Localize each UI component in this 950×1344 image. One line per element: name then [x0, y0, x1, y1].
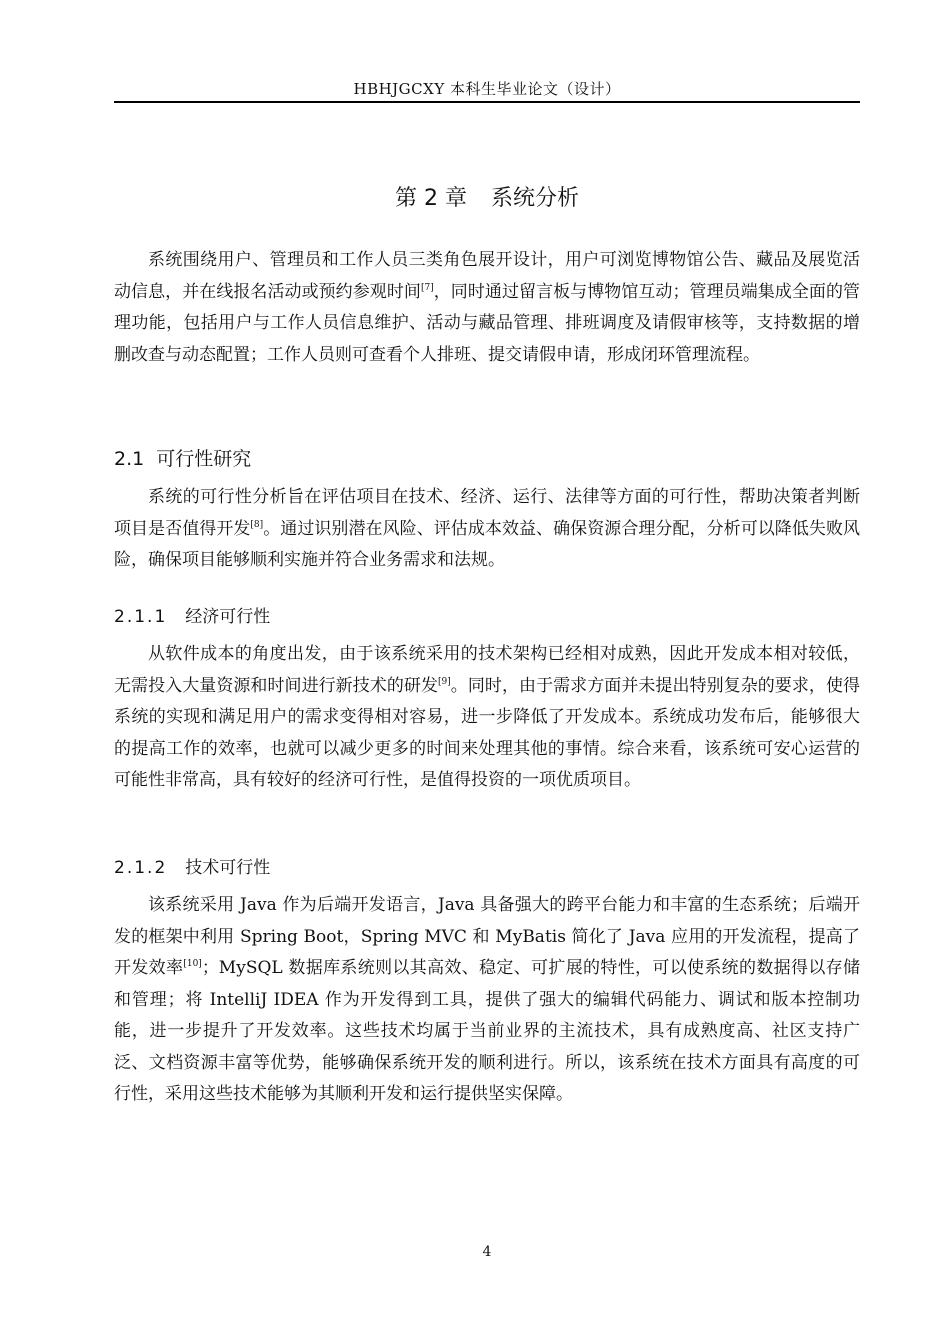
- section-2-1-2-paragraph: [114, 890, 860, 1111]
- section-2-1-1-paragraph: [114, 639, 860, 797]
- subsection-number: 2.1.1: [114, 607, 168, 627]
- section-2-1-paragraph: [114, 482, 860, 577]
- citation: [7]: [420, 282, 434, 293]
- citation: [8]: [250, 519, 264, 530]
- section-2-1-1-text-b: 。同时，由于需求方面并未提出特别复杂的要求，使得系统的实现和满足用户的需求变得相对容易，进一步降低了开发成本。系统成功发布后，能够很大的提高工作的效率，也就可以减少更多的时间来处理其他的事情。综合来看，该系统可安心运营的可能性非常高，具有较好的经济可行性，是值得投资的一项优质项目。: [114, 675, 861, 790]
- citation: [10]: [183, 959, 202, 969]
- intro-text-a: 系统围绕用户、管理员和工作人员三类角色展开设计，用户可浏览博物馆公告、藏品及展览活动信息，并在线报名活动或预约参观时间: [114, 250, 860, 302]
- chapter-name: 系统分析: [490, 186, 579, 211]
- chapter-number: 第 2 章: [395, 186, 467, 211]
- page-number: 4: [482, 1244, 492, 1260]
- header-rule: [114, 101, 860, 103]
- intro-text-b: ，同时通过留言板与博物馆互动；管理员端集成全面的管理功能，包括用户与工作人员信息维护、活动与藏品管理、排班调度及请假审核等，支持数据的增删改查与动态配置；工作人员则可查看个人排班、提交请假申请，形成闭环管理流程。: [114, 281, 861, 365]
- section-2-1-2-text-b: ；MySQL 数据库系统则以其高效、稳定、可扩展的特性，可以使系统的数据得以存储和管理；将 IntelliJ IDEA 作为开发得到工具，提供了强大的编辑代码能力、调试和版本控制功能，进一步提升了开发效率。这些技术均属于当前业界的主流技术，具有成熟度高、社区支持广泛、文档资源丰富等优势，能够确保系统开发的顺利进行。所以，该系统在技术方面具有高度的可行性，采用这些技术能够为其顺利开发和运行提供坚实保障。: [114, 958, 860, 1104]
- chapter-title: [114, 181, 860, 212]
- section-2-1-text-a: 系统的可行性分析旨在评估项目在技术、经济、运行、法律等方面的可行性，帮助决策者判断项目是否值得开发: [114, 487, 860, 539]
- intro-paragraph: [114, 245, 860, 371]
- section-title: 可行性研究: [156, 448, 252, 470]
- subsection-heading-2-1-1: [114, 602, 270, 627]
- subsection-number: 2.1.2: [114, 858, 168, 878]
- section-2-1-2-text-a: 该系统采用 Java 作为后端开发语言，Java 具备强大的跨平台能力和丰富的生态系统；后端开发的框架中利用 Spring Boot，Spring MVC 和 MyBatis 简化了 Java 应用的开发流程，提高了开发效率: [114, 895, 860, 978]
- subsection-title: 经济可行性: [185, 607, 271, 627]
- section-heading-2-1: [114, 444, 251, 471]
- subsection-title: 技术可行性: [185, 858, 271, 878]
- section-2-1-1-text-a: 从软件成本的角度出发，由于该系统采用的技术架构已经相对成熟，因此开发成本相对较低，无需投入大量资源和时间进行新技术的研发: [114, 644, 860, 696]
- citation: [9]: [438, 676, 451, 687]
- running-header: HBHJGCXY 本科生毕业论文（设计）: [353, 80, 621, 98]
- section-2-1-text-b: 。通过识别潜在风险、评估成本效益、确保资源合理分配，分析可以降低失败风险，确保项目能够顺利实施并符合业务需求和法规。: [114, 518, 861, 570]
- subsection-heading-2-1-2: [114, 853, 270, 878]
- section-number: 2.1: [114, 448, 145, 470]
